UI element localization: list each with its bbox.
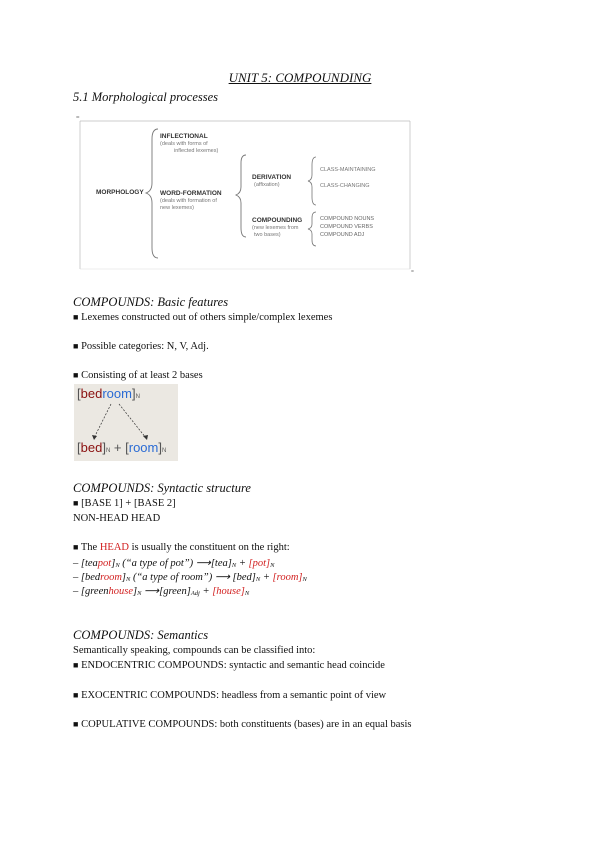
diagram-compounding-item: COMPOUND NOUNS — [320, 216, 375, 222]
example-teapot: – [teapot]N (“a type of pot”) ⟶[tea]N + [pot]N — [73, 558, 275, 569]
diagram-derivation-label: DERIVATION — [252, 174, 292, 181]
diagram-derivation-note: (affixation) — [254, 182, 280, 188]
bedroom-compound-image — [74, 384, 178, 461]
example-bedroom: – [bedroom]N (“a type of room”) ⟶ [bed]N + [room]N — [73, 572, 307, 583]
diagram-word-formation-note-2: new lexemes) — [160, 205, 194, 211]
basic-feature-item: ■ Possible categories: N, V, Adj. — [73, 341, 209, 352]
bullet-square-icon: ■ — [73, 690, 79, 700]
svg-text:=: = — [76, 115, 80, 121]
section-heading-morphological-processes: 5.1 Morphological processes — [73, 90, 219, 104]
syntactic-structure-heading: COMPOUNDS: Syntactic structure — [73, 481, 251, 495]
compound-word-top: [bedroom]N — [77, 386, 140, 401]
diagram-morphology-label: MORPHOLOGY — [96, 189, 144, 196]
diagram-derivation-item: CLASS-MAINTAINING — [320, 167, 376, 173]
nonhead-head-line: NON-HEAD HEAD — [73, 513, 161, 524]
diagram-compounding-item: COMPOUND VERBS — [320, 224, 373, 230]
bullet-square-icon: ■ — [73, 542, 79, 552]
diagram-inflectional-label: INFLECTIONAL — [160, 133, 208, 140]
basic-features-heading: COMPOUNDS: Basic features — [73, 295, 229, 309]
basic-feature-item: ■ Consisting of at least 2 bases — [73, 370, 203, 381]
bullet-square-icon: ■ — [73, 312, 79, 322]
bullet-square-icon: ■ — [73, 660, 79, 670]
diagram-compounding-note-2: two bases) — [254, 232, 281, 238]
example-greenhouse: – [greenhouse]N ⟶[green]Adj + [house]N — [73, 586, 250, 597]
semantics-item-copulative: ■ COPULATIVE COMPOUNDS: both constituents (bases) are in an equal basis — [73, 719, 412, 730]
diagram-compounding-label: COMPOUNDING — [252, 217, 303, 224]
morphology-diagram — [70, 113, 420, 273]
unit-title: UNIT 5: COMPOUNDING — [228, 70, 372, 85]
bullet-square-icon: ■ — [73, 719, 79, 729]
diagram-inflectional-note-2: inflected lexemes) — [174, 148, 219, 154]
semantics-intro: Semantically speaking, compounds can be classified into: — [73, 645, 316, 656]
diagram-derivation-item: CLASS-CHANGING — [320, 183, 370, 189]
compound-bases-bottom: [bed]N + [room]N — [77, 440, 167, 455]
diagram-word-formation-note-1: (deals with formation of — [160, 198, 217, 204]
bullet-square-icon: ■ — [73, 370, 79, 380]
diagram-compounding-note-1: (new lexemes from — [252, 225, 299, 231]
basic-feature-item: ■ Lexemes constructed out of others simple/complex lexemes — [73, 312, 333, 323]
diagram-compounding-item: COMPOUND ADJ — [320, 232, 365, 238]
diagram-word-formation-label: WORD-FORMATION — [160, 190, 222, 197]
diagram-inflectional-note-1: (deals with forms of — [160, 141, 208, 147]
svg-text:=: = — [411, 269, 414, 273]
syntactic-bases-line: ■ [BASE 1] + [BASE 2] — [73, 498, 176, 509]
semantics-item-endocentric: ■ ENDOCENTRIC COMPOUNDS: syntactic and semantic head coincide — [73, 660, 385, 671]
head-rule-line: ■ The HEAD is usually the constituent on the right: — [73, 542, 290, 553]
semantics-heading: COMPOUNDS: Semantics — [73, 628, 209, 642]
bullet-square-icon: ■ — [73, 498, 79, 508]
bullet-square-icon: ■ — [73, 341, 79, 351]
semantics-item-exocentric: ■ EXOCENTRIC COMPOUNDS: headless from a semantic point of view — [73, 690, 387, 701]
